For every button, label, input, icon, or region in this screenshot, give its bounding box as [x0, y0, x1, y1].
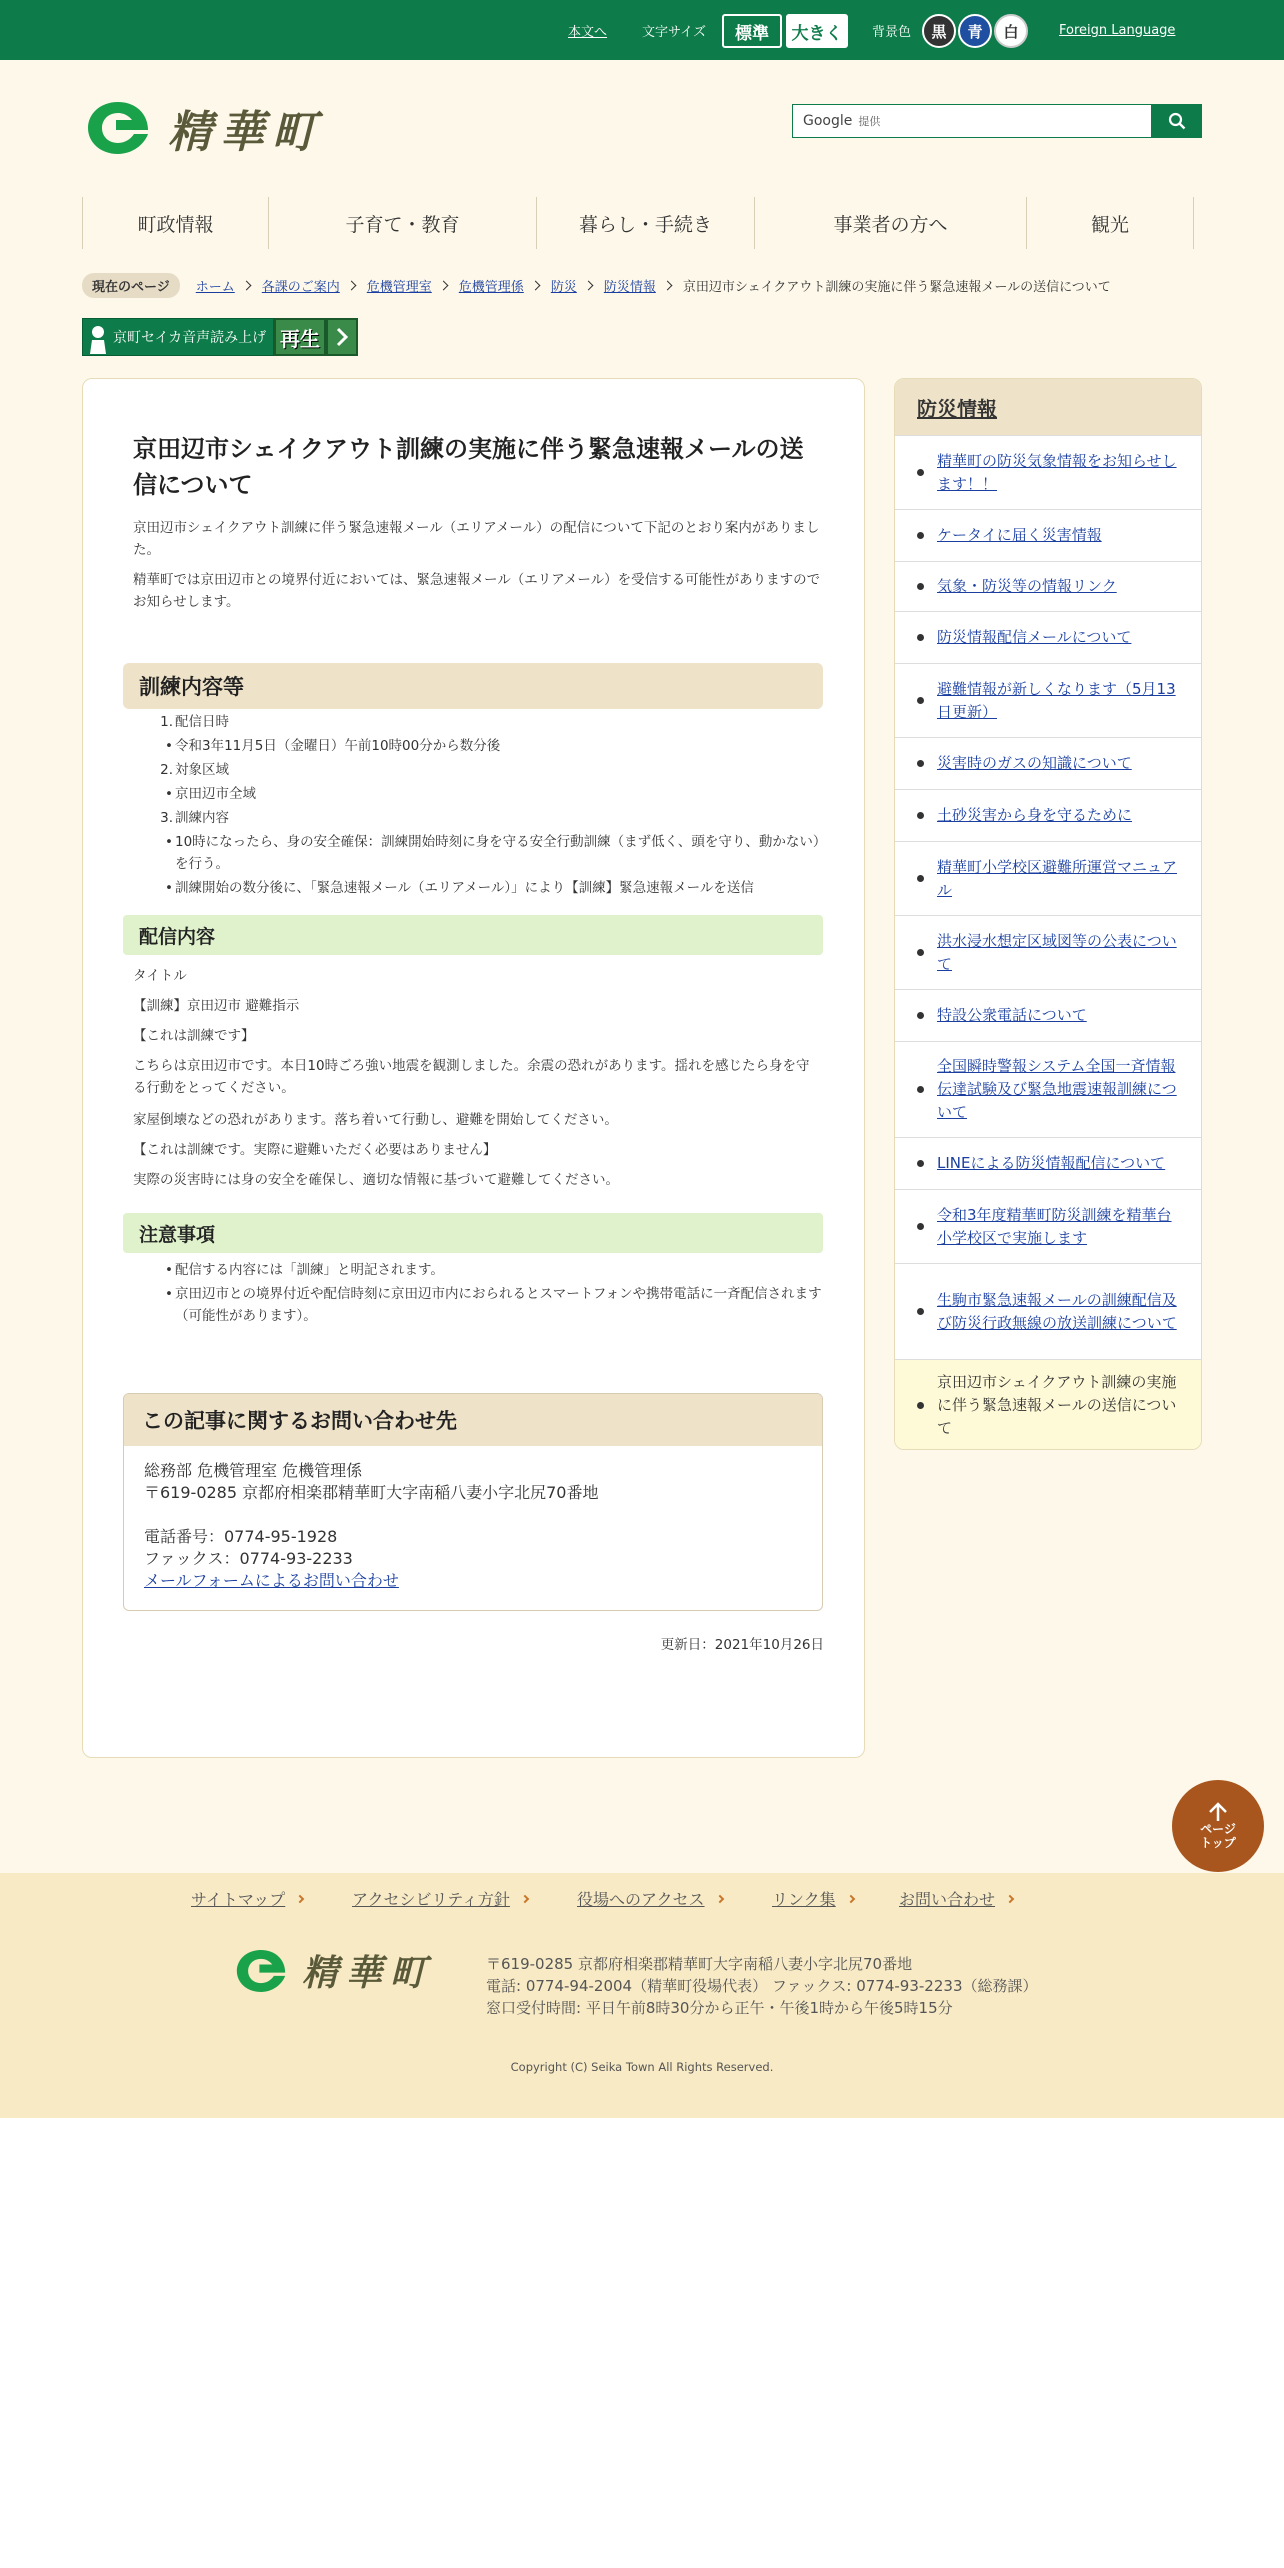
page-top-line1: ページ [1200, 1822, 1236, 1836]
sidebar-item[interactable]: 土砂災害から身を守るために [895, 789, 1201, 841]
footer-link-accessibility[interactable]: アクセシビリティ方針 [352, 1887, 528, 1910]
breadcrumb [82, 272, 1212, 298]
skip-to-content-link[interactable]: 本文へ [568, 24, 608, 40]
footer-phone: 電話: 0774-94-2004（精華町役場代表） ファックス: 0774-93-2233（総務課） [486, 1977, 1038, 1995]
chevron-right-icon [846, 1894, 854, 1902]
bg-blue-button[interactable]: 青 [958, 14, 992, 48]
delivery-line: 【これは訓練です。実際に避難いただく必要はありません】 [133, 1142, 497, 1158]
list-item: • 10時になったら、身の安全確保：訓練開始時刻に身を守る安全行動訓練（まず低く、頭を守り、動かない）を行う。 [165, 834, 820, 872]
copyright: Copyright (C) Seika Town All Rights Reserved. [510, 2060, 774, 2074]
list-item: 3. 訓練内容 [160, 810, 229, 826]
font-large-button[interactable]: 大きく [786, 14, 848, 48]
font-standard-button[interactable]: 標準 [722, 14, 782, 48]
footer-address: 〒619-0285 京都府相楽郡精華町大字南稲八妻小字北尻70番地 [486, 1955, 913, 1973]
nav-item-town-info[interactable]: 町政情報 [82, 197, 268, 249]
sidebar-item[interactable]: 全国瞬時警報システム全国一斉情報伝達試験及び緊急地震速報訓練について [895, 1041, 1201, 1137]
contact-fax: ファックス：0774-93-2233 [144, 1549, 353, 1568]
page-top-line2: トップ [1200, 1836, 1236, 1850]
delivery-line: こちらは京田辺市です。本日10時ごろ強い地震を観測しました。余震の恐れがあります。揺れを感じたら身を守る行動をとってください。 [133, 1058, 810, 1096]
chevron-right-icon [241, 280, 251, 290]
sidebar-item[interactable]: 避難情報が新しくなります（5月13日更新） [895, 663, 1201, 737]
breadcrumb-disaster[interactable]: 防災 [550, 279, 577, 295]
search-brand: Google [803, 113, 853, 129]
page-title: 京田辺市シェイクアウト訓練の実施に伴う緊急速報メールの送信について [133, 435, 804, 499]
contact-phone: 電話番号：0774-95-1928 [144, 1527, 338, 1546]
list-item: • 配信する内容には「訓練」と明記されます。 [165, 1262, 444, 1278]
chevron-right-icon [438, 280, 448, 290]
chevron-right-icon [346, 280, 356, 290]
sidebar [894, 378, 1202, 1450]
updated-date: 更新日：2021年10月26日 [660, 1637, 824, 1653]
list-item: • 京田辺市との境界付近や配信時刻に京田辺市内におられるとスマートフォンや携帯電話に一斉配信されます（可能性があります）。 [165, 1286, 822, 1324]
sidebar-item[interactable]: 精華町の防災気象情報をお知らせします！！ [895, 435, 1201, 509]
footer-link-access[interactable]: 役場へのアクセス [577, 1887, 723, 1910]
bg-white-button[interactable]: 白 [994, 14, 1028, 48]
breadcrumb-crisis-office[interactable]: 危機管理室 [366, 279, 432, 295]
global-nav [82, 197, 1202, 249]
chevron-right-icon [530, 280, 540, 290]
chevron-right-icon [662, 280, 672, 290]
sidebar-item[interactable]: 令和3年度精華町防災訓練を精華台小学校区で実施します [895, 1189, 1201, 1263]
footer [0, 1873, 1284, 2118]
chevron-right-icon [715, 1894, 723, 1902]
list-item: • 訓練開始の数分後に、「緊急速報メール（エリアメール）」により【訓練】緊急速報メールを送信 [165, 880, 754, 896]
town-emblem-icon [82, 98, 154, 158]
contact-heading: この記事に関するお問い合わせ先 [124, 1394, 822, 1446]
voice-reader [82, 318, 358, 356]
site-logo[interactable] [82, 96, 324, 160]
list-item: • 京田辺市全域 [165, 786, 256, 802]
nav-item-tourism[interactable]: 観光 [1026, 197, 1194, 249]
sidebar-item-current: 京田辺市シェイクアウト訓練の実施に伴う緊急速報メールの送信について [895, 1359, 1201, 1450]
search-button[interactable] [1152, 104, 1202, 138]
nav-item-business[interactable]: 事業者の方へ [754, 197, 1026, 249]
breadcrumb-crisis-section[interactable]: 危機管理係 [458, 279, 524, 295]
breadcrumb-label: 現在のページ [82, 273, 180, 298]
chevron-right-icon [1006, 1894, 1014, 1902]
arrow-up-icon [1207, 1802, 1229, 1822]
article-card [82, 378, 865, 1758]
logo-text: 精華町 [168, 107, 324, 158]
sidebar-item[interactable]: 精華町小学校区避難所運営マニュアル [895, 841, 1201, 915]
chevron-right-icon [583, 280, 593, 290]
chevron-right-icon [296, 1894, 304, 1902]
list-item: 1. 配信日時 [160, 714, 229, 730]
breadcrumb-disaster-info[interactable]: 防災情報 [603, 279, 656, 295]
delivery-line: 実際の災害時には身の安全を確保し、適切な情報に基づいて避難してください。 [133, 1172, 619, 1188]
sidebar-item[interactable]: LINEによる防災情報配信について [895, 1137, 1201, 1189]
footer-link-contact[interactable]: お問い合わせ [899, 1887, 1013, 1910]
town-emblem-icon [232, 1946, 290, 1996]
search-input[interactable] [792, 104, 1152, 138]
intro-paragraph-2: 精華町では京田辺市との境界付近においては、緊急速報メール（エリアメール）を受信する可能性がありますのでお知らせします。 [133, 572, 821, 610]
nav-item-childcare[interactable]: 子育て・教育 [268, 197, 536, 249]
sidebar-item[interactable]: 洪水浸水想定区域図等の公表について [895, 915, 1201, 989]
sidebar-item[interactable]: 特設公衆電話について [895, 989, 1201, 1041]
voice-play-button[interactable]: 再生 [274, 318, 326, 356]
voice-next-button[interactable] [326, 318, 358, 356]
delivery-line: 【これは訓練です】 [133, 1028, 255, 1044]
sidebar-title-link[interactable]: 防災情報 [917, 396, 997, 421]
contact-dept: 総務部 危機管理室 危機管理係 [144, 1461, 363, 1480]
sidebar-heading [895, 379, 1201, 435]
foreign-language-link[interactable]: Foreign Language [1059, 22, 1176, 38]
footer-link-links[interactable]: リンク集 [772, 1887, 854, 1910]
contact-mail-link[interactable]: メールフォームによるお問い合わせ [144, 1571, 399, 1590]
sidebar-item[interactable]: 防災情報配信メールについて [895, 611, 1201, 663]
sidebar-item[interactable]: 生駒市緊急速報メールの訓練配信及び防災行政無線の放送訓練について [895, 1263, 1201, 1359]
contact-box [123, 1393, 823, 1611]
breadcrumb-home[interactable]: ホーム [195, 279, 235, 295]
list-item: • 令和3年11月5日（金曜日）午前10時00分から数分後 [165, 738, 501, 754]
mascot-icon [87, 324, 109, 354]
delivery-line: 家屋倒壊などの恐れがあります。落ち着いて行動し、避難を開始してください。 [133, 1112, 618, 1128]
font-size-label: 文字サイズ [642, 24, 706, 40]
footer-logo-text: 精華町 [302, 1953, 435, 1994]
voice-reader-label [82, 318, 274, 356]
footer-link-sitemap[interactable]: サイトマップ [191, 1887, 303, 1910]
search-icon [1168, 112, 1186, 130]
delivery-line: タイトル [133, 968, 187, 984]
section-heading-training: 訓練内容等 [123, 663, 823, 709]
contact-address: 〒619-0285 京都府相楽郡精華町大字南稲八妻小字北尻70番地 [144, 1483, 599, 1502]
page-top-button[interactable] [1172, 1780, 1264, 1872]
nav-item-living[interactable]: 暮らし・手続き [536, 197, 754, 249]
bg-black-button[interactable]: 黒 [922, 14, 956, 48]
footer-hours: 窓口受付時間: 平日午前8時30分から正午・午後1時から午後5時15分 [486, 1999, 953, 2017]
section-heading-delivery: 配信内容 [123, 915, 823, 955]
search-placeholder: 提供 [858, 115, 881, 128]
sidebar-item[interactable]: 気象・防災等の情報リンク [895, 561, 1201, 611]
sidebar-item[interactable]: 災害時のガスの知識について [895, 737, 1201, 789]
list-item: 2. 対象区域 [160, 762, 229, 778]
voice-reader-text: 京町セイカ音声読み上げ [113, 330, 267, 346]
delivery-line: 【訓練】京田辺市 避難指示 [133, 998, 300, 1014]
sidebar-item[interactable]: ケータイに届く災害情報 [895, 509, 1201, 561]
intro-paragraph-1: 京田辺市シェイクアウト訓練に伴う緊急速報メール（エリアメール）の配信について下記のとおり案内がありました。 [133, 520, 820, 558]
chevron-right-icon [334, 327, 350, 347]
bg-color-label: 背景色 [872, 24, 912, 40]
chevron-right-icon [521, 1894, 529, 1902]
breadcrumb-current: 京田辺市シェイクアウト訓練の実施に伴う緊急速報メールの送信について [682, 279, 1111, 295]
utility-bar [0, 0, 1284, 60]
footer-logo [232, 1945, 434, 1996]
breadcrumb-departments[interactable]: 各課のご案内 [261, 279, 340, 295]
section-heading-notes: 注意事項 [123, 1213, 823, 1253]
